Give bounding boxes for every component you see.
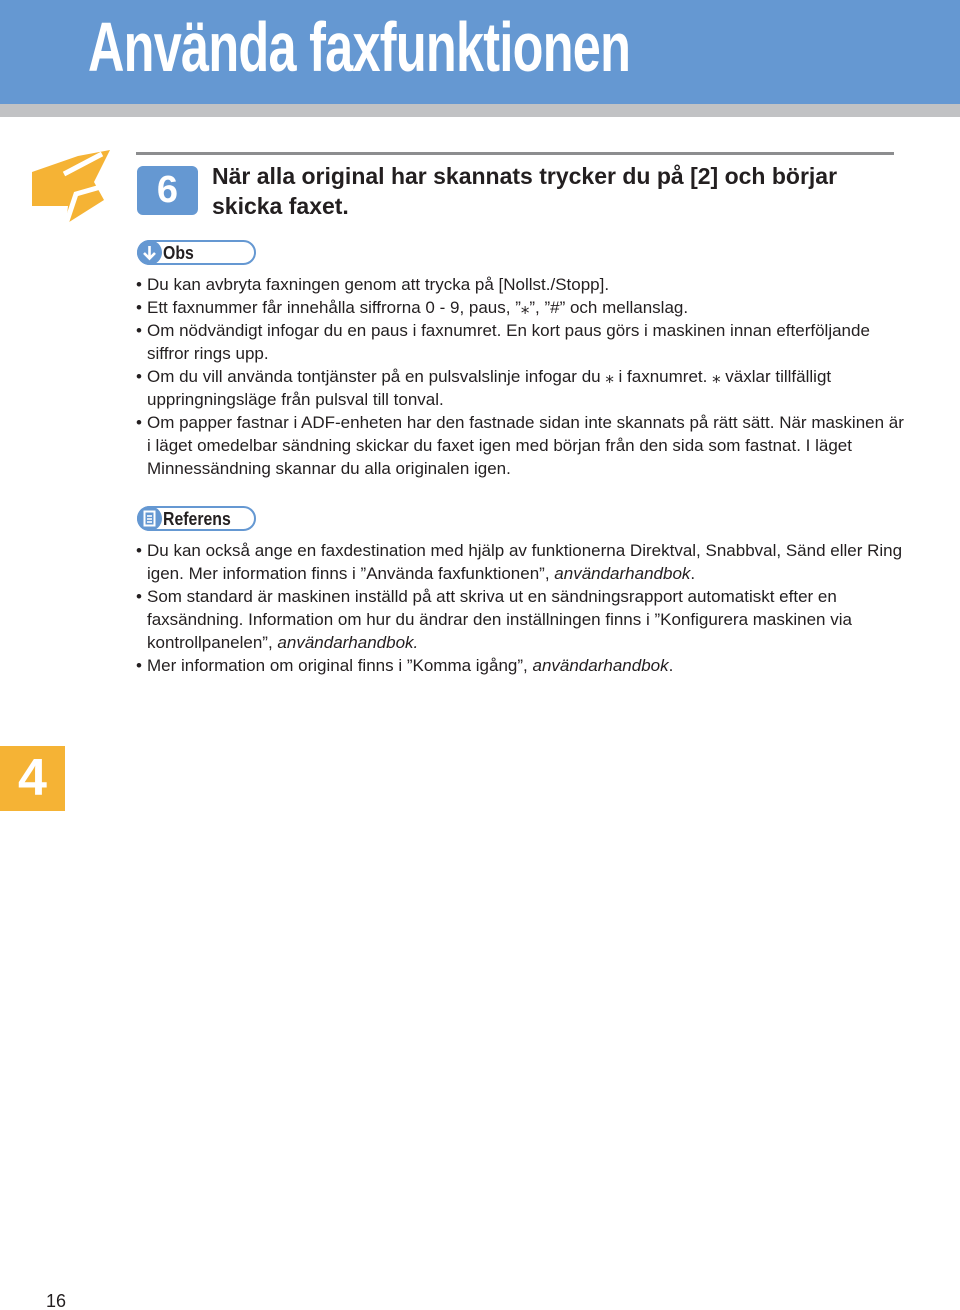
list-item: • Som standard är maskinen inställd på att skriva ut en sändningsrapport automatiskt efter en faxsändning. Information om hur du ändrar den inställningen finns i ”Konfigurera maskinen via kontrollpanelen”, användarhandbok. <box>136 585 911 654</box>
page-number: 16 <box>46 1291 67 1310</box>
arrow-down-icon <box>137 240 162 265</box>
header-divider <box>0 104 960 117</box>
document-icon <box>137 506 162 531</box>
obs-label-text: Obs <box>163 243 194 263</box>
step-number-badge: 6 <box>137 166 198 215</box>
obs-list <box>136 273 911 480</box>
step-divider <box>136 152 894 155</box>
referens-label-text: Referens <box>163 509 231 529</box>
list-item: • Om du vill använda tontjänster på en pulsvalslinje infogar du ⁎ i faxnumret. ⁎ växlar tillfälligt uppringningsläge från pulsval till tonval. <box>136 365 911 411</box>
step-arrow-icon <box>30 150 112 228</box>
list-item: • Om nödvändigt infogar du en paus i faxnumret. En kort paus görs i maskinen innan efterföljande siffror rings upp. <box>136 319 911 365</box>
obs-label <box>137 240 256 265</box>
referens-list <box>136 539 911 677</box>
list-item: • Mer information om original finns i ”Komma igång”, användarhandbok. <box>136 654 911 677</box>
referens-label <box>137 506 256 531</box>
list-item: • Du kan också ange en faxdestination med hjälp av funktionerna Direktval, Snabbval, Sänd eller Ring igen. Mer information finns i ”Använda faxfunktionen”, användarhandbok. <box>136 539 911 585</box>
list-item: • Ett faxnummer får innehålla siffrorna 0 - 9, paus, ”⁎”, ”#” och mellanslag. <box>136 296 911 319</box>
chapter-title: Använda faxfunktionen <box>88 8 631 86</box>
step-instruction: När alla original har skannats trycker du på [2] och börjar skicka faxet. <box>212 163 838 219</box>
list-item: • Du kan avbryta faxningen genom att trycka på [Nollst./Stopp]. <box>136 273 911 296</box>
list-item: • Om papper fastnar i ADF-enheten har den fastnade sidan inte skannats på rätt sätt. När maskinen är i läget omedelbar sändning skickar du faxet igen med början från den sida som fastnat. I läget Minnessändning skannar du alla originalen igen. <box>136 411 911 480</box>
chapter-tab: 4 <box>0 746 65 811</box>
chapter-header <box>0 0 960 104</box>
